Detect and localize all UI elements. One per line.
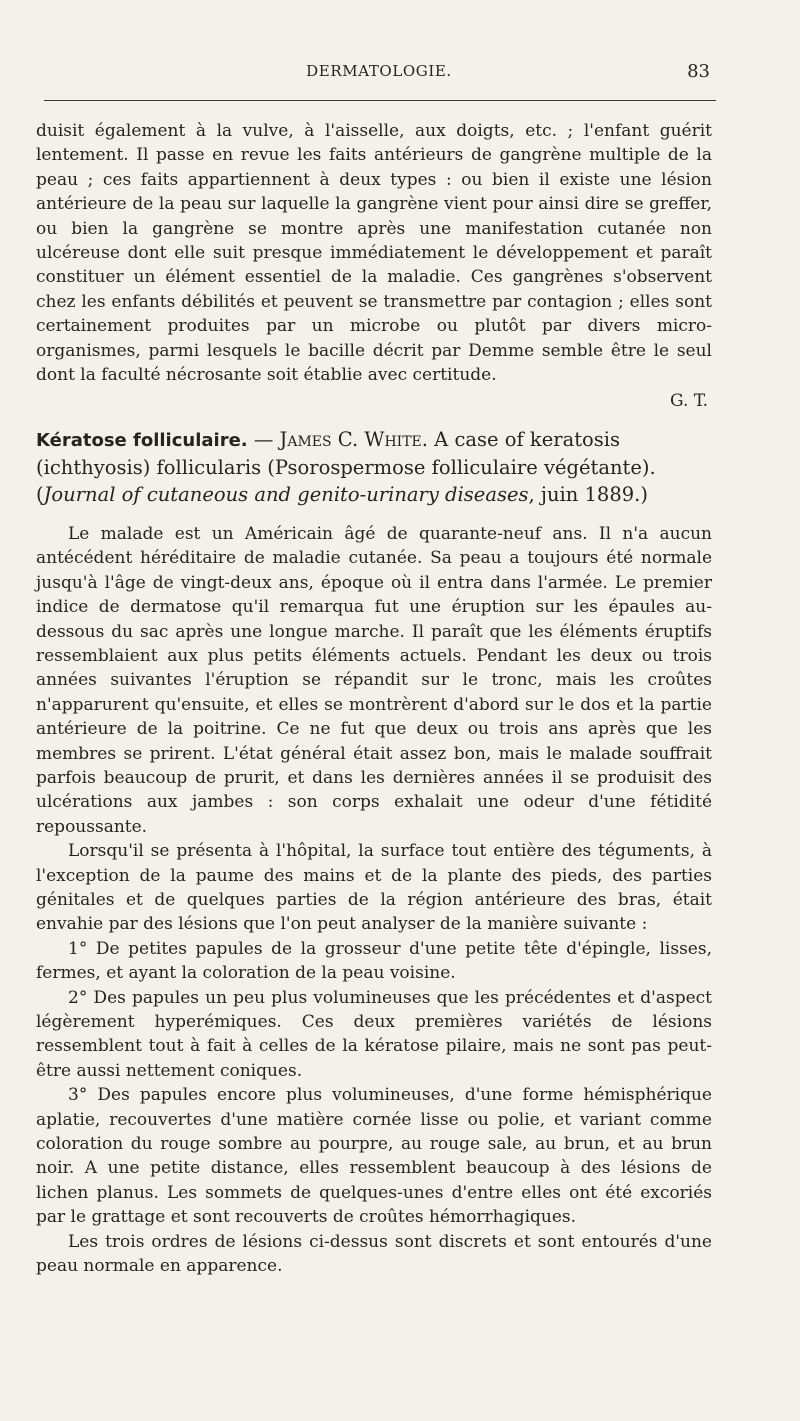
list-item: 3° Des papules encore plus volumineuses, d'une forme hémisphérique aplatie, recouvertes d'une matière cornée lisse ou polie, et variant comme coloration du rouge sombre au pourpre, au rouge sale, au brun, et au brun noir. A une petite distance, elles ressemblent beaucoup à des lésions de lichen planus. Les sommets de quelques-unes d'entre elles ont été excoriés par le grattage et sont recouverts de croûtes hémorrhagiques. [36, 1085, 712, 1228]
list-item: 1° De petites papules de la grosseur d'une petite tête d'épingle, lisses, fermes, et ayant la coloration de la peau voisine. [36, 938, 712, 984]
article-title: Kératose folliculaire. [36, 429, 248, 451]
article-date: , juin 1889.) [528, 482, 648, 506]
review-signature: G. T. [669, 391, 708, 412]
list-item: 2° Des papules un peu plus volumineuses que les précédentes et d'aspect légèrement hyperémiques. Ces deux premières variétés de lésions ressemblent tout à fait à celles de la kératose pilaire, mais ne sont pas peut-être aussi nettement coniques. [36, 987, 712, 1081]
article-heading [36, 426, 712, 508]
page-header [44, 62, 714, 88]
page-body [36, 119, 712, 1278]
paragraph: Les trois ordres de lésions ci-dessus sont discrets et sont entourés d'une peau normale en apparence. [36, 1231, 712, 1277]
article-journal: Journal of cutaneous and genito-urinary diseases [43, 482, 529, 506]
paragraph: Le malade est un Américain âgé de quarante-neuf ans. Il n'a aucun antécédent héréditaire de maladie cutanée. Sa peau a toujours été normale jusqu'à l'âge de vingt-deux ans, époque où il entra dans l'armée. Le premier indice de dermatose qu'il remarqua fut une éruption sur les épaules au-dessous du sac après une longue marche. Il paraît que les éléments éruptifs ressemblaient aux plus petits éléments actuels. Pendant les deux ou trois années suivantes l'éruption se répandit sur le tronc, mais les croûtes n'apparurent qu'ensuite, et elles se montrèrent d'abord sur le dos et la partie antérieure de la poitrine. Ce ne fut que deux ou trois ans après que les membres se prirent. L'état général était assez bon, mais le malade souffrait parfois beaucoup de prurit, et dans les dernières années il se produisit des ulcérations aux jambes : son corps exhalait une odeur d'une fétidité repoussante. [36, 523, 712, 837]
paragraph: Lorsqu'il se présenta à l'hôpital, la surface tout entière des téguments, à l'exception de la paume des mains et de la plante des pieds, des parties génitales et de quelques parties de la région antérieure des bras, était envahie par des lésions que l'on peut analyser de la manière suivante : [36, 841, 712, 935]
header-rule [44, 100, 716, 101]
page-number: 83 [687, 61, 710, 82]
article-dash: — [247, 427, 280, 451]
article-citation: . A case of keratosis (ichthyosis) follicularis (Psorospermose folliculaire végétante). ( [36, 427, 656, 506]
paragraph-continued: duisit également à la vulve, à l'aisselle, aux doigts, etc. ; l'enfant guérit lentement. Il passe en revue les faits antérieurs de gangrène multiple de la peau ; ces faits appartiennent à deux types : ou bien il existe une lésion antérieure de la peau sur laquelle la gangrène vient pour ainsi dire se greffer, ou bien la gangrène se montre après une manifestation cutanée non ulcéreuse dont elle suit presque immédiatement le développement et paraît constituer un élément essentiel de la maladie. Ces gangrènes s'observent chez les enfants débilités et peuvent se transmettre par contagion ; elles sont certainement produites par un microbe ou plutôt par divers micro-organismes, parmi lesquels le bacille décrit par Demme semble être le seul dont la faculté nécrosante soit établie avec certitude. [36, 121, 712, 386]
article-author: James C. White [279, 427, 422, 451]
running-title: DERMATOLOGIE. [306, 62, 452, 80]
